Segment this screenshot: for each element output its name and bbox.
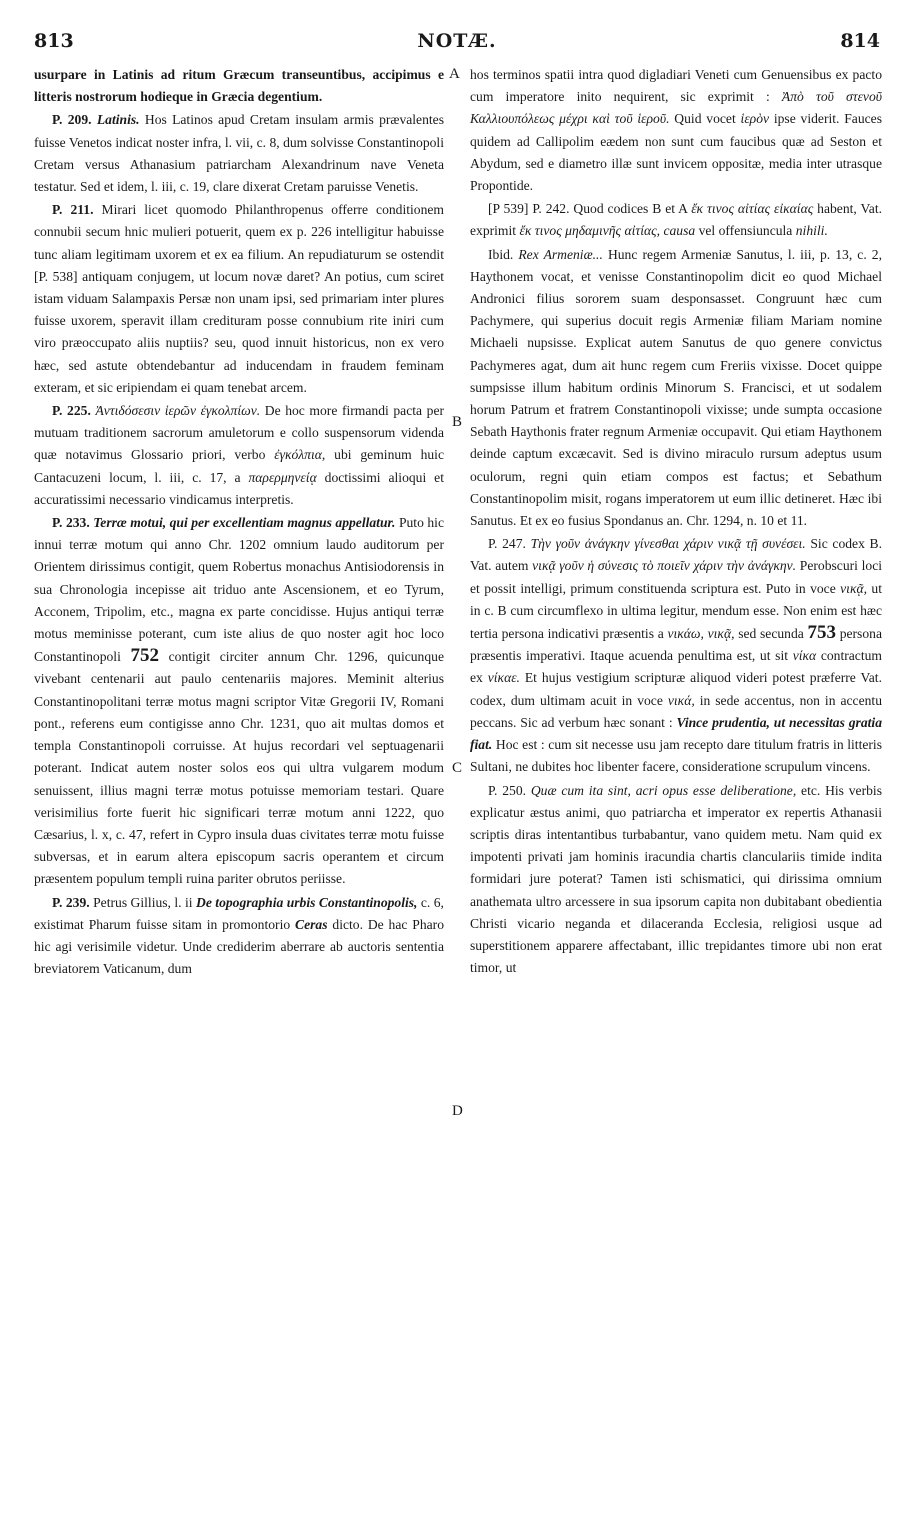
lemma: Vince prudentia, ut necessitas gratia fiat. [470, 714, 882, 753]
note-247 [470, 533, 882, 778]
text: ipse viderit. Fauces quidem ad Callipolim eædem non sunt cum faucibus quæ ad Seston et Abydum, sed e diametro illæ sunt invicem oppositæ, media inter utrasque Propontide. [470, 111, 882, 194]
running-header [34, 30, 880, 60]
lemma: causa [663, 223, 696, 239]
note-211 [34, 199, 444, 399]
text: contigit circiter annum Chr. 1296, quicunque vivebant centenarii aut paulo centenariis majores. Meminit alterius Constantinopolitani terræ motus magni scriptor Vitæ Gregorii IV, Romani pont., referens eum contigisse anno Chr. 1231, quo ait multas domos et templa Constantinopoli corruisse. At hujus recordari vel septuagenarii poterant. Indicat autem noster solos eos qui ultra vulgarem modum senuissent, illius magni terræ motus potuisse memoriam testari. Quare verisimilius forte fuerit hic significari terræ motum anni 1222, quo Cæsarius, l. x, c. 47, refert in Cypro insula duas civitates terræ motu fuisse subversas, et in earum altera episcopum sacris operantem et circum præsentem populum templi ruina pariter obrutos periisse. [34, 649, 444, 887]
text: doctissimi alioqui et accuratissimi necessario vindicamus interpretis. [34, 469, 444, 507]
lemma: nihili. [795, 223, 828, 239]
note-242 [470, 198, 882, 242]
greek-phrase: ἔκ τινος μηδαμινῆς αἰτίας, [519, 223, 661, 239]
text: Hunc regem Armeniæ Sanutus, l. iii, p. 13, c. 2, Haythonem vocat, et venisse Constantinopolim dicit eo quod Michael Andronici filius sororem suam desponsasset. Congruunt hæc cum Pachymere, qui superius docuit regis Armeniæ filiam Mariam nomine Michaeli nupsisse. Explicat autem Sanutus de quo genere convictus Pachymeres agat, dum ait hunc regem cum Freriis vixisse. Docet quippe sumpsisse illum habitum ordinis Minorum S. Francisci, et ut sodalem horum Patrum et fratrem Constantinopoli vixisse; unde sumpta occasione Sebath Haythonis frater regnum Armeniæ occupavit. Qui etiam Haythonem deinde captum excæcavit. Sed is divino miraculo rursum adeptus usum oculorum, regni quin etiam compos est factus; et Sebathum Constantinopolim misit, rogans imperatorem ut eum illic detineret. Hæc ibi Sanutus. Et ex eo fusius Spondanus an. Chr. 1294, n. 10 et 11. [470, 246, 882, 529]
greek-phrase: ἔκ τινος αἰτίας εἰκαίας [691, 201, 814, 217]
greek-lemma: Τὴν γοῦν ἀνάγκην γίνεσθαι χάριν νικᾷ τῇ συνέσει. [530, 536, 806, 552]
greek-word: ἐγκόλπια, [274, 447, 326, 463]
greek-lemma: Ἀντιδόσεσιν ἱερῶν ἐγκολπίων. [95, 403, 261, 419]
text: ubi geminum huic Cantacuzeni locum, l. iii, c. 17, a [34, 447, 444, 485]
text: persona præsentis imperativi. Itaque acuenda penultima est, ut sit [470, 626, 882, 664]
page-number-left: 813 [34, 30, 74, 52]
text: dicto. De hac Pharo hic agi verisimile videtur. Unde crediderim aberrare ab auctoris sententia breviatorem Vaticanum, dum [34, 916, 444, 977]
text: sed secunda [738, 626, 804, 642]
running-title: NOTÆ. [417, 30, 497, 52]
text: c. 6, existimat Pharum fuisse sitam in promontorio [34, 894, 444, 932]
note-209 [34, 109, 444, 198]
greek-quote: Ἀπὸ τοῦ στενοῦ Καλλιουπόλεως μέχρι καὶ τοῦ ἱεροῦ. [470, 89, 883, 127]
text: Puto hic innui terræ motum qui anno Chr. 1202 omnium laudo auditorum per Orientem dirissimus contigit, quem Robertus monachus Antisiodorensis in sua Chronologia incepisse ait triduo ante Ascensionem, et eo Tyrum, Acconem, Tripolim, etc., magna ex parte concidisse. Hujus antiqui terræ motus meminisse poterant, cum iste alius de quo noster agit hoc loco Constantinopoli [34, 515, 444, 665]
text: Et hujus vestigium scripturæ aliquod videri potest præferre Vat. codex, dum ultimam acuit in voce [470, 670, 882, 708]
page-ref: P. 233. [52, 515, 90, 531]
text: ut in c. B cum circumflexo in ultima legitur, mendum esse. Non enim est hæc tertia persona indicativi præsentis a [470, 580, 882, 642]
column-number: 752 [130, 645, 159, 667]
page-ref: P. 225. [52, 403, 91, 419]
lemma: Ceras [295, 916, 328, 932]
text: Petrus Gillius, l. ii [93, 894, 193, 910]
greek-word: νίκαε. [487, 670, 520, 686]
text: Mirari licet quomodo Philanthropenus offerre conditionem connubii secum hnic mulieri potuerit, quem ex p. 226 intelligitur habuisse tunc aliam legitimam uxorem et ex ea filium. An repudiaturum se ostendit [P. 538] antiquam conjugem, ut locum novæ daret? An potius, cum sciret istam viduam Salampaxis Persæ non unam ipsi, sed primariam inter plures fuisse uxorem, speravit illam credituram posse connubium rite iniri cum viro præoccupato aliis nuptiis? seu, quod innuit historicus, non ex vero hæc, sed astute obtendebantur ad inducendam in fraudem feminam exteram, et sic eripiendam ei quam tenebat arcem. [34, 202, 444, 395]
lemma: Latinis. [96, 112, 140, 128]
text: Hos Latinos apud Cretam insulam armis prævalentes fuisse Venetos indicat noster infra, l. vii, c. 8, dum solvisse Constantinopoli Cretam versus Athanasium patriarcham Alexandrinum nave Veneta testatur. Sed et idem, l. iii, c. 19, clare dixerat Cretam paruisse Venetis. [34, 112, 444, 195]
left-column [34, 64, 444, 980]
margin-letter-b: B [452, 414, 463, 430]
margin-letter-c: C [452, 760, 463, 776]
page-ref: P. 250. [488, 782, 527, 798]
greek-word: νικᾷ, [840, 580, 868, 596]
greek-word: παρερμηνείᾳ [248, 469, 317, 485]
text: usurpare in Latinis ad ritum Græcum transeuntibus, accipimus e litteris nostrorum hodieque in Græcia degentium. [34, 67, 444, 105]
text: Perobscuri loci et possit intelligi, primum constituenda scriptura est. Puto in voce [470, 558, 883, 596]
greek-word: νικά, [667, 692, 695, 708]
text: De hoc more firmandi pacta per mutuam traditionem sacrorum amuletorum e collo suspensorum videnda quæ notavimus Glossario priori, verbo [34, 403, 444, 463]
text: in sede accentus, non in accentu peccans. Sic ad verbum hæc sonant : [470, 692, 882, 730]
right-column [470, 64, 882, 979]
text: Quid vocet [674, 111, 736, 127]
margin-letter-a: A [449, 66, 460, 82]
text: hos terminos spatii intra quod digladiari Veneti cum Genuensibus ex pacto cum imperatore inito nequirent, sic exprimit : [470, 67, 882, 105]
text: Hoc est : cum sit necesse usu jam recepto dare titulum fratris in litteris Sultani, ne dubites hoc libenter facere, consideratione scrupulum vincens. [470, 737, 882, 775]
note-ibid [470, 244, 882, 533]
note-239 [34, 892, 444, 981]
column-number: 753 [807, 622, 836, 644]
text: Quod codices B et A [573, 201, 688, 217]
text: habent, Vat. exprimit [470, 201, 882, 239]
text: Sic codex B. Vat. autem [470, 536, 883, 574]
paragraph [34, 64, 444, 108]
paragraph [470, 64, 882, 197]
greek-word: νίκα [792, 648, 817, 664]
page-ref: Ibid. [488, 246, 514, 262]
text: etc. His verbis explicatur æstus animi, quo patriarcha et imperator ex repertis Athanasii scriptis diras intentantibus turbabantur, vano quidem metu. Nam quid ex impotenti privati jam hominis iracundia chartis clanculariis timide indita formidari jure poterat? Tamen isti schismatici, qui dirissima omnium anathemata ultro arcessere in sua ipsorum capita non dubitabant obedientia Christi vicario neganda et dilaceranda Ecclesia, religiosi usque ad superstitionem apparere affectabant, illic trepidantes timore ubi non erat timor, ut [470, 782, 882, 976]
page-ref: P. 209. [52, 112, 92, 128]
text: vel offensiuncula [698, 223, 793, 239]
page-ref: P. 247. [488, 536, 526, 552]
greek-phrase: νικᾷ γοῦν ἡ σύνεσις τὸ ποιεῖν χάριν τὴν ἀνάγκην. [532, 558, 797, 574]
page-number-right: 814 [840, 30, 880, 52]
page-ref: [P 539] P. 242. [488, 201, 570, 217]
lemma: Quæ cum ita sint, acri opus esse deliberatione, [530, 782, 797, 798]
note-233 [34, 512, 444, 890]
note-225 [34, 400, 444, 511]
margin-letter-d: D [452, 1103, 463, 1119]
text: contractum ex [470, 648, 882, 686]
lemma: De topographia urbis Constantinopolis, [196, 894, 418, 910]
page-ref: P. 211. [52, 202, 94, 218]
greek-word: νικάω, νικᾷ, [667, 626, 735, 642]
greek-word: ἱερὸν [740, 111, 770, 127]
note-250 [470, 780, 882, 980]
lemma: Terræ motui, qui per excellentiam magnus appellatur. [93, 515, 396, 531]
page-ref: P. 239. [52, 894, 90, 910]
lemma: Rex Armeniæ... [518, 246, 603, 262]
